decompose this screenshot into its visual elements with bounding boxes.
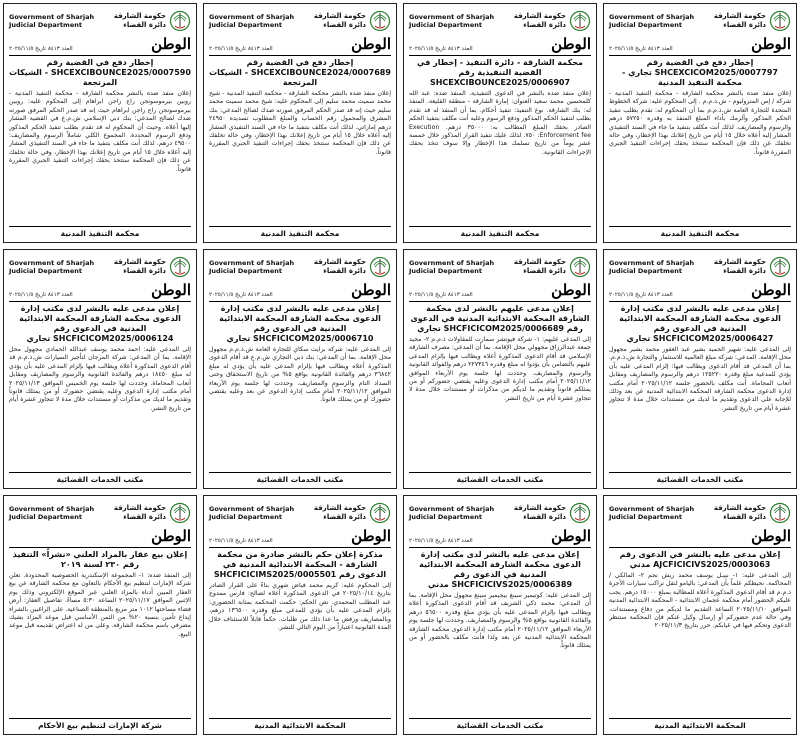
notice-title: محكمة الشارقة - دائرة التنفيذ - إخطار في القضية التنفيذية رقم SHCEXCIBOUNCE2025/0006907 bbox=[409, 55, 591, 88]
notice-body: إلى المنفذ ضده: ١- المجموعة الإسكندرية الخصوصية المحدودة. تعلن شركة الإمارات لتنظيم بيع الأحكام بالتعاون مع محكمة الشارقة عن بيع العقار المبين أدناه بالمزاد العلني عبر الموقع الإلكتروني وذلك يوم الإثنين الموافق ٢٠٢٥/١١/١٧ الساعة ٥:٣٠ مساءً. تفاصيل العقار: أرض فضاء مساحتها ١٠١٢ متر مربع بالمنطقة الصناعية. على الراغبين بالشراء إيداع تأمين بنسبة ٢٠% من الثمن الأساسي قبل موعد المزاد بشيك مصرفي باسم محكمة الشارقة. وعلى من له اعتراض تقديمه قبل موعد البيع. bbox=[9, 572, 191, 638]
newspaper-brand: الوطن bbox=[751, 35, 791, 53]
sharjah-emblem-icon bbox=[169, 9, 191, 33]
notice-footer: مكتب الخدمات القضائية bbox=[9, 472, 191, 484]
notice-subheader bbox=[609, 282, 791, 298]
notice-subheader bbox=[209, 528, 391, 544]
legal-notice-7 bbox=[203, 249, 397, 489]
header-arabic bbox=[514, 12, 566, 30]
notice-body: إلى المحكوم عليه: كريم محمد فياض شهري بناءً على القرار الصادر بتاريخ ٢٠٢٥/١٠/١٤ في الدعوى المذكورة أعلاه لصالح: فارس ممدوح عبد المطلب المحمدي. نص الحكم: حكمت المحكمة بمثابة الحضوري: بإلزام المدعى عليه بأن يؤدي للمدعي مبلغ وقدره ١٣٦٥٠٠ درهم، وبالمصاريف ورفض ما عدا ذلك من طلبات. حكماً قابلاً للاستئناف خلال المدة القانونية اعتباراً من اليوم التالي للنشر. bbox=[209, 582, 391, 632]
dept-ar: دائرة القضاء bbox=[523, 267, 566, 275]
header-arabic-block bbox=[714, 255, 791, 279]
header-arabic bbox=[314, 258, 366, 276]
dept-en: Judicial Department bbox=[209, 267, 282, 275]
dept-ar: دائرة القضاء bbox=[723, 267, 766, 275]
gov-ar: حكومة الشارقة bbox=[713, 12, 766, 20]
issue-info: العدد ٨٤١٣ تاريخ ٢٠٢٥/١١/٥ bbox=[9, 292, 73, 298]
notice-body: إلى المدعى عليهم: ١- شركة فيوتشر سمارت للمقاولات ذ.م.م ٢- مجيد جمعة عبدالرزاق مجهولي محل الإقامة. بما أن المدعي: مصرف الشارقة الإسلامي قد أقام الدعوى المذكورة أعلاه ويطالب فيها بإلزام المدعى عليهم بالتضامن بأن يؤدوا له مبلغ وقدره ٢٢٧٣٤٦ درهم والفوائد القانونية والرسوم والمصاريف. وحددت لها جلسة يوم الأربعاء الموافق ٢٠٢٥/١١/١٢ أمام مكتب إدارة الدعوى وعليه يقتضي حضوركم أو من يمثلكم قانوناً وتقديم ما لديكم من مذكرات أو مستندات خلال مدة لا تتجاوز عشرة أيام من تاريخ النشر. bbox=[409, 336, 591, 402]
dept-ar: دائرة القضاء bbox=[123, 513, 166, 521]
notice-header bbox=[209, 500, 391, 526]
legal-notice-10 bbox=[403, 495, 597, 735]
header-arabic-block bbox=[114, 255, 191, 279]
notice-footer: المحكمة الابتدائية المدنية bbox=[609, 718, 791, 730]
notice-subheader bbox=[409, 36, 591, 52]
dept-ar: دائرة القضاء bbox=[723, 21, 766, 29]
dept-en: Judicial Department bbox=[409, 267, 482, 275]
notice-body: إلى المدعى عليه: شهير الحميد بشير عبد الغفور محمد بشير مجهول محل الإقامة. المدعي: شركة مبلغ العالمية للاستثمار والتجارة ش.ذ.م.م. بما أن المدعي قد أقام الدعوى ويطالب فيها: إلزام المدعى عليه بأن يؤدي للمدعية مبلغ وقدره ١٢٥٢٢٠ درهم والرسوم والمصاريف ومقابل أتعاب المحاماة. أنت مكلف بالحضور جلسة ٢٠٢٥/١١/١٢ أمام مكتب إدارة الدعوى محكمة الشارقة المحكمة الابتدائية المدنية عن بعد وذلك للإجابة على الدعوى وتقديم ما لديك من مستندات خلال مدة لا تتجاوز عشرة أيام من تاريخ النشر. bbox=[609, 346, 791, 412]
newspaper-brand: الوطن bbox=[551, 527, 591, 545]
notice-title: إخطار دفع في القضية رقم SHCEXCIBOUNCE2025/0007590 - الشيكات المرتجعة bbox=[9, 55, 191, 88]
newspaper-brand: الوطن bbox=[351, 527, 391, 545]
dept-ar: دائرة القضاء bbox=[523, 21, 566, 29]
notice-title: إعلان مدعى عليه بالنشر لدى مكتب إدارة الدعوى محكمة الشارقة المحكمة الابتدائية المدنية في الدعوى رقم SHCFICICOM2025/0006710 تجاري bbox=[209, 301, 391, 344]
notice-body: إلى المدعى عليه: ١- نبيـل يوسف محمد ريش نجم ٢- المالكي / المحاكمة. نحيطكم علماً بأن المدعي: باليامو لنقل تراكب سيارات الأجرة ذ.م.م قد أقام الدعوى المذكورة أعلاه للمطالبة بمبلغ ١٥٠٠٠ درهم. يجب عليكم الحضور أمام محكمة عجمان الابتدائية - المحكمة الابتدائية المدنية الموافق ٢٠٢٥/١١/١٠ الساعة التقديم ما لديكم من دفاع ومستندات، وفي حالة عدم حضوركم أو إرسال وكيل عنكم فإن المحكمة ستنظر الدعوى وتحكم فيها في غيابكم. حرر بتاريخ ٢٠٢٥/١١/٣ bbox=[609, 572, 791, 630]
header-arabic bbox=[514, 258, 566, 276]
newspaper-brand: الوطن bbox=[151, 35, 191, 53]
notice-subheader bbox=[409, 282, 591, 298]
notice-title: إعلان مدعى عليهم بالنشر لدى محكمة الشارقة المحكمة الابتدائية المدنية في الدعوى رقم SHCFICICOM2025/0006689 تجاري bbox=[409, 301, 591, 334]
notice-title: إعلان مدعى عليه بالنشر لدى مكتب إدارة الدعوى محكمة الشارقة المحكمة الابتدائية المدنية في الدعوى رقم SHCFICICIVS2025/0006389 مدني bbox=[409, 547, 591, 590]
header-arabic-block bbox=[514, 501, 591, 525]
sharjah-emblem-icon bbox=[369, 255, 391, 279]
issue-info: العدد ٨٤١٣ تاريخ ٢٠٢٥/١١/٥ bbox=[409, 292, 473, 298]
header-english bbox=[609, 259, 694, 275]
header-english bbox=[9, 13, 94, 29]
newspaper-brand: الوطن bbox=[351, 281, 391, 299]
newspaper-brand: الوطن bbox=[351, 35, 391, 53]
notice-subheader bbox=[209, 282, 391, 298]
legal-notice-6 bbox=[403, 249, 597, 489]
header-arabic bbox=[714, 258, 766, 276]
newspaper-brand: الوطن bbox=[751, 527, 791, 545]
issue-info: العدد ٨٤١٣ تاريخ ٢٠٢٥/١١/٥ bbox=[209, 292, 273, 298]
gov-ar: حكومة الشارقة bbox=[313, 12, 366, 20]
dept-en: Judicial Department bbox=[9, 21, 82, 29]
sharjah-emblem-icon bbox=[569, 9, 591, 33]
notice-footer: مكتب الخدمات القضائية bbox=[609, 472, 791, 484]
header-arabic bbox=[314, 504, 366, 522]
sharjah-emblem-icon bbox=[569, 255, 591, 279]
notice-header bbox=[9, 500, 191, 526]
gov-en: Government of Sharjah bbox=[409, 13, 495, 21]
notice-body: إعلان منفذ ضده بالنشر في الدعوى التنفيذية. المنفذ ضده: عبد الله كلمحسين محمد سعيد العنوان: إمارة الشارقة - منطقة القليعة. المنفذ له: بنك الشارقة. نوع التنفيذ: تنفيذ أحكام. بما أن المنفذ له قد تقدم بطلب لتنفيذ الحكم المذكور ودفع الرسوم وعليه أنت مكلف بتنفيذ الحكم الصادر بحقك المبلغ المطالب به: ٣٥٠٠٠ درهم. Execution Enforcement fee: ٧٥٠. لذلك عليك تنفيذ القرار المذكور خلال خمسة عشر يوماً من تاريخ تسلمك هذا الإخطار وإلا سوف تتخذ بحقك الإجراءات القانونية. bbox=[409, 90, 591, 156]
notice-header bbox=[9, 8, 191, 34]
legal-notice-8 bbox=[3, 249, 197, 489]
notice-footer: محكمة التنفيذ المدنية bbox=[9, 226, 191, 238]
header-arabic-block bbox=[714, 9, 791, 33]
notice-footer: شركة الإمارات لتنظيم بيع الأحكام bbox=[9, 718, 191, 730]
gov-en: Government of Sharjah bbox=[609, 505, 695, 513]
header-english bbox=[209, 259, 294, 275]
sharjah-emblem-icon bbox=[769, 9, 791, 33]
header-arabic-block bbox=[114, 9, 191, 33]
header-english bbox=[409, 505, 494, 521]
gov-en: Government of Sharjah bbox=[409, 505, 495, 513]
header-english bbox=[609, 13, 694, 29]
header-arabic bbox=[114, 504, 166, 522]
sharjah-emblem-icon bbox=[169, 501, 191, 525]
notice-footer: مكتب الخدمات القضائية bbox=[409, 718, 591, 730]
dept-ar: دائرة القضاء bbox=[123, 267, 166, 275]
notice-header bbox=[609, 254, 791, 280]
notice-header bbox=[409, 500, 591, 526]
header-arabic-block bbox=[114, 501, 191, 525]
dept-ar: دائرة القضاء bbox=[123, 21, 166, 29]
sharjah-emblem-icon bbox=[769, 501, 791, 525]
dept-en: Judicial Department bbox=[609, 267, 682, 275]
header-arabic bbox=[114, 258, 166, 276]
notice-subheader bbox=[609, 528, 791, 544]
dept-en: Judicial Department bbox=[609, 21, 682, 29]
notice-header bbox=[609, 8, 791, 34]
notices-grid bbox=[3, 3, 797, 735]
gov-en: Government of Sharjah bbox=[609, 259, 695, 267]
header-english bbox=[209, 505, 294, 521]
notice-subheader bbox=[9, 528, 191, 544]
newspaper-brand: الوطن bbox=[751, 281, 791, 299]
legal-notice-2 bbox=[403, 3, 597, 243]
sharjah-emblem-icon bbox=[369, 501, 391, 525]
notice-title: إخطار دفع في القضية رقم SHCEXCIBOUNCE2024/0007689 - الشيكات المرتجعة bbox=[209, 55, 391, 88]
notice-footer: محكمة التنفيذ المدنية bbox=[609, 226, 791, 238]
header-arabic bbox=[314, 12, 366, 30]
notice-body: إلى المدعى عليه: شركة برايت سكاي للتجارة العامة ش.ذ.م.م مجهول محل الإقامة. بما أن المدعي: بنك دبي التجاري ش.م.ع قد أقام الدعوى المذكورة أعلاه ويطالب فيها بإلزام المدعى عليه بأن يؤدي له مبلغ ٣٦٨٤٢ درهم والفائدة القانونية بواقع ٥% من تاريخ الاستحقاق وحتى السداد التام والرسوم والمصاريف. وحددت لها جلسة يوم الأربعاء الموافق ٢٠٢٥/١١/١٢ أمام مكتب إدارة الدعوى عن بعد وعليه يقتضي حضورك أو من يمثلك قانوناً. bbox=[209, 346, 391, 404]
dept-en: Judicial Department bbox=[9, 267, 82, 275]
header-english bbox=[9, 259, 94, 275]
notice-body: إعلان منفذ ضده بالنشر محكمة الشارقة - محكمة التنفيذ المدنية - شيخ محمد سميث محمد سليم إلى المحكوم عليه: شيخ محمد سميث محمد سليم حيث إنه قد صدر الحكم المرفق صورته ضدك لصالح المدعي: بنك المشرق والمحمول رقم الحساب والمبلغ المطلوب تسديده ٢٤٩٥٠ درهم إماراتي. لذلك أنت مكلف بتنفيذ ما جاء في السند التنفيذي المشار إليه أعلاه خلال ١٥ أيام من تاريخ إعلانك بهذا الإخطار، وفي حالة تخلفك عن ذلك فإن المحكمة ستتخذ بحقك إجراءات التنفيذ الجبري المقررة قانوناً. bbox=[209, 90, 391, 156]
notice-title: إخطار دفع في القضية رقم SHCEXCICOM2025/0007797 تجاري - محكمة التنفيذ المدنية bbox=[609, 55, 791, 88]
sharjah-emblem-icon bbox=[769, 255, 791, 279]
gov-ar: حكومة الشارقة bbox=[313, 504, 366, 512]
notice-title: إعلان مدعى عليه بالنشر في الدعوى رقم AJCFICICIVS2025/0003063 مدني bbox=[609, 547, 791, 570]
notice-subheader bbox=[9, 282, 191, 298]
gov-ar: حكومة الشارقة bbox=[713, 258, 766, 266]
dept-en: Judicial Department bbox=[609, 513, 682, 521]
header-arabic bbox=[714, 12, 766, 30]
header-arabic-block bbox=[314, 501, 391, 525]
legal-notice-9 bbox=[603, 495, 797, 735]
sharjah-emblem-icon bbox=[369, 9, 391, 33]
notice-body: إلى المدعى عليه: أحمد محمد يوسف عبدالله الحمادي مجهول محل الإقامة. بما أن المدعي: شركة المرجان لتأجير السيارات ش.ذ.م.م قد أقام الدعوى المذكورة أعلاه ويطالب فيها بإلزام المدعى عليه بأن يؤدي له مبلغ ١٨٤٥٠ درهم والفائدة القانونية والرسوم والمصاريف ومقابل أتعاب المحاماة. وحددت لها جلسة يوم الخميس الموافق ٢٠٢٥/١١/١٣ أمام مكتب إدارة الدعوى وعليه يقتضي حضورك أو من يمثلك قانوناً وتقديم ما لديك من مذكرات أو مستندات خلال مدة لا تتجاوز عشرة أيام من تاريخ النشر. bbox=[9, 346, 191, 412]
notice-header bbox=[609, 500, 791, 526]
header-english bbox=[9, 505, 94, 521]
gov-ar: حكومة الشارقة bbox=[313, 258, 366, 266]
sharjah-emblem-icon bbox=[169, 255, 191, 279]
newspaper-brand: الوطن bbox=[551, 35, 591, 53]
header-arabic-block bbox=[714, 501, 791, 525]
notice-header bbox=[409, 8, 591, 34]
dept-ar: دائرة القضاء bbox=[323, 267, 366, 275]
notice-subheader bbox=[409, 528, 591, 544]
issue-info: العدد ٨٤١٣ تاريخ ٢٠٢٥/١١/٥ bbox=[209, 538, 273, 544]
gov-ar: حكومة الشارقة bbox=[513, 258, 566, 266]
legal-notice-5 bbox=[603, 249, 797, 489]
notice-title: إعلان بيع عقار بالمزاد العلني «نشراً» التنفيذ رقم ٢٣٠ لسنة ٢٠١٩ bbox=[9, 547, 191, 570]
gov-ar: حكومة الشارقة bbox=[113, 504, 166, 512]
notice-title: مذكرة إعلان حكم بالنشر صادرة من محكمة الشارقة - المحكمة الابتدائية المدنية في الدعوى رقم SHCFICICIMS2025/0005501 bbox=[209, 547, 391, 580]
dept-ar: دائرة القضاء bbox=[723, 513, 766, 521]
notice-subheader bbox=[209, 36, 391, 52]
notice-header bbox=[209, 8, 391, 34]
newspaper-brand: الوطن bbox=[151, 527, 191, 545]
gov-en: Government of Sharjah bbox=[9, 505, 95, 513]
dept-en: Judicial Department bbox=[409, 21, 482, 29]
newspaper-brand: الوطن bbox=[151, 281, 191, 299]
legal-notice-11 bbox=[203, 495, 397, 735]
gov-en: Government of Sharjah bbox=[209, 259, 295, 267]
dept-ar: دائرة القضاء bbox=[323, 513, 366, 521]
header-english bbox=[609, 505, 694, 521]
notice-body: إعلان منفذ ضده بالنشر محكمة الشارقة - محكمة التنفيذ المدنية - روبين بيرموسونجن راج راجن ابراهام إلى المحكوم عليه: روبين بيرموسونجن راج راجن ابراهام حيث إنه قد صدر الحكم المرفق صورته ضدك لصالح المدعي: بنك دبي الإسلامي ش.م.ع في القضية المشار إليها أعلاه. وحيث أن المحكوم له قد تقدم بطلب تنفيذ الحكم المذكور ودفع الرسوم المحددة. المجموع الكلي شاملاً الرسوم والمصاريف: ٤٩٥٠٠ درهم. لذلك أنت مكلف بتنفيذ ما جاء في السند التنفيذي المشار إليه أعلاه خلال ١٥ أيام من تاريخ إعلانك بهذا الإخطار، وفي حالة تخلفك عن ذلك فإن المحكمة ستتخذ بحقك إجراءات التنفيذ الجبري المقررة قانوناً. bbox=[9, 90, 191, 173]
notice-body: إلى المدعى عليه: كوتيمير سينغ بيجيمير سينغ مجهول محل الإقامة. بما أن المدعي: محمد ذكي الشريف قد أقام الدعوى المذكورة أعلاه ويطالب فيها بإلزام المدعى عليه بأن يؤدي مبلغ وقدره ٥٦٥٠٠ درهم والفائدة القانونية بواقع ٥% والرسوم والمصاريف. وحددت لها جلسة يوم الأربعاء الموافق ٢٠٢٥/١١/١٢ أمام مكتب إدارة الدعوى محكمة الشارقة المحكمة الابتدائية المدنية عن بعد ولذا فأنت مكلف بالحضور أو من يمثلك قانوناً. bbox=[409, 592, 591, 650]
header-arabic-block bbox=[514, 255, 591, 279]
gov-ar: حكومة الشارقة bbox=[113, 258, 166, 266]
notice-footer: المحكمة الابتدائية المدنية bbox=[209, 718, 391, 730]
header-arabic-block bbox=[514, 9, 591, 33]
issue-info: العدد ٨٤١٣ تاريخ ٢٠٢٥/١١/٥ bbox=[209, 46, 273, 52]
notice-footer: محكمة التنفيذ المدنية bbox=[209, 226, 391, 238]
issue-info: العدد ٨٤١٣ تاريخ ٢٠٢٥/١١/٥ bbox=[609, 46, 673, 52]
header-arabic bbox=[714, 504, 766, 522]
dept-en: Judicial Department bbox=[409, 513, 482, 521]
gov-ar: حكومة الشارقة bbox=[713, 504, 766, 512]
newspaper-brand: الوطن bbox=[551, 281, 591, 299]
gov-ar: حكومة الشارقة bbox=[513, 12, 566, 20]
legal-notice-12 bbox=[3, 495, 197, 735]
gov-en: Government of Sharjah bbox=[9, 259, 95, 267]
gov-ar: حكومة الشارقة bbox=[513, 504, 566, 512]
notice-subheader bbox=[9, 36, 191, 52]
issue-info: العدد ٨٤١٣ تاريخ ٢٠٢٥/١١/٥ bbox=[409, 46, 473, 52]
notice-footer: محكمة التنفيذ المدنية bbox=[409, 226, 591, 238]
header-arabic bbox=[514, 504, 566, 522]
issue-info: العدد ٨٤١٣ تاريخ ٢٠٢٥/١١/٥ bbox=[609, 292, 673, 298]
gov-en: Government of Sharjah bbox=[409, 259, 495, 267]
header-arabic-block bbox=[314, 9, 391, 33]
sharjah-emblem-icon bbox=[569, 501, 591, 525]
notice-footer: مكتب الخدمات القضائية bbox=[209, 472, 391, 484]
notice-header bbox=[409, 254, 591, 280]
header-arabic bbox=[114, 12, 166, 30]
notice-header bbox=[9, 254, 191, 280]
gov-ar: حكومة الشارقة bbox=[113, 12, 166, 20]
dept-en: Judicial Department bbox=[209, 513, 282, 521]
header-arabic-block bbox=[314, 255, 391, 279]
notice-body: إعلان منفذ ضده بالنشر محكمة الشارقة - محكمة التنفيذ المدنية - شركة / إس المتروليوم - ش.ذ.م.م . إلى المحكوم عليه: شركة الخطوط المتحدة للتجارة العامة ش.ذ.م.م بما أن المحكوم له: تقدم بطلب تنفيذ الحكم المذكور وألزمك بأداء المبلغ المنفذ به وقدره ٥٧٢٥٠ درهم والرسوم والمصاريف. لذلك أنت مكلف بتنفيذ ما جاء في السند التنفيذي المشار إليه أعلاه خلال ١٥ أيام من تاريخ إعلانك بهذا الإخطار، وفي حالة تخلفك عن ذلك فإن المحكمة ستتخذ بحقك إجراءات التنفيذ الجبري المقررة قانوناً. bbox=[609, 90, 791, 156]
issue-info: العدد ٨٤١٣ تاريخ ٢٠٢٥/١١/٥ bbox=[409, 538, 473, 544]
dept-ar: دائرة القضاء bbox=[523, 513, 566, 521]
notice-subheader bbox=[609, 36, 791, 52]
gov-en: Government of Sharjah bbox=[209, 13, 295, 21]
dept-en: Judicial Department bbox=[9, 513, 82, 521]
gov-en: Government of Sharjah bbox=[9, 13, 95, 21]
legal-notice-3 bbox=[203, 3, 397, 243]
header-english bbox=[209, 13, 294, 29]
notice-title: إعلان مدعى عليه بالنشر لدى مكتب إدارة الدعوى محكمة الشارقة المحكمة الابتدائية المدنية في الدعوى رقم SHCFICICOM2025/0006124 تجاري bbox=[9, 301, 191, 344]
dept-en: Judicial Department bbox=[209, 21, 282, 29]
legal-notice-1 bbox=[603, 3, 797, 243]
gov-en: Government of Sharjah bbox=[209, 505, 295, 513]
notice-title: إعلان مدعى عليه بالنشر لدى مكتب إدارة الدعوى محكمة الشارقة المحكمة الابتدائية المدنية في الدعوى رقم SHCFICICOM2025/0006427 تجاري bbox=[609, 301, 791, 344]
header-english bbox=[409, 259, 494, 275]
legal-notice-4 bbox=[3, 3, 197, 243]
dept-ar: دائرة القضاء bbox=[323, 21, 366, 29]
notice-header bbox=[209, 254, 391, 280]
notice-footer: مكتب الخدمات القضائية bbox=[409, 472, 591, 484]
gov-en: Government of Sharjah bbox=[609, 13, 695, 21]
header-english bbox=[409, 13, 494, 29]
issue-info: العدد ٨٤١٣ تاريخ ٢٠٢٥/١١/٥ bbox=[9, 46, 73, 52]
